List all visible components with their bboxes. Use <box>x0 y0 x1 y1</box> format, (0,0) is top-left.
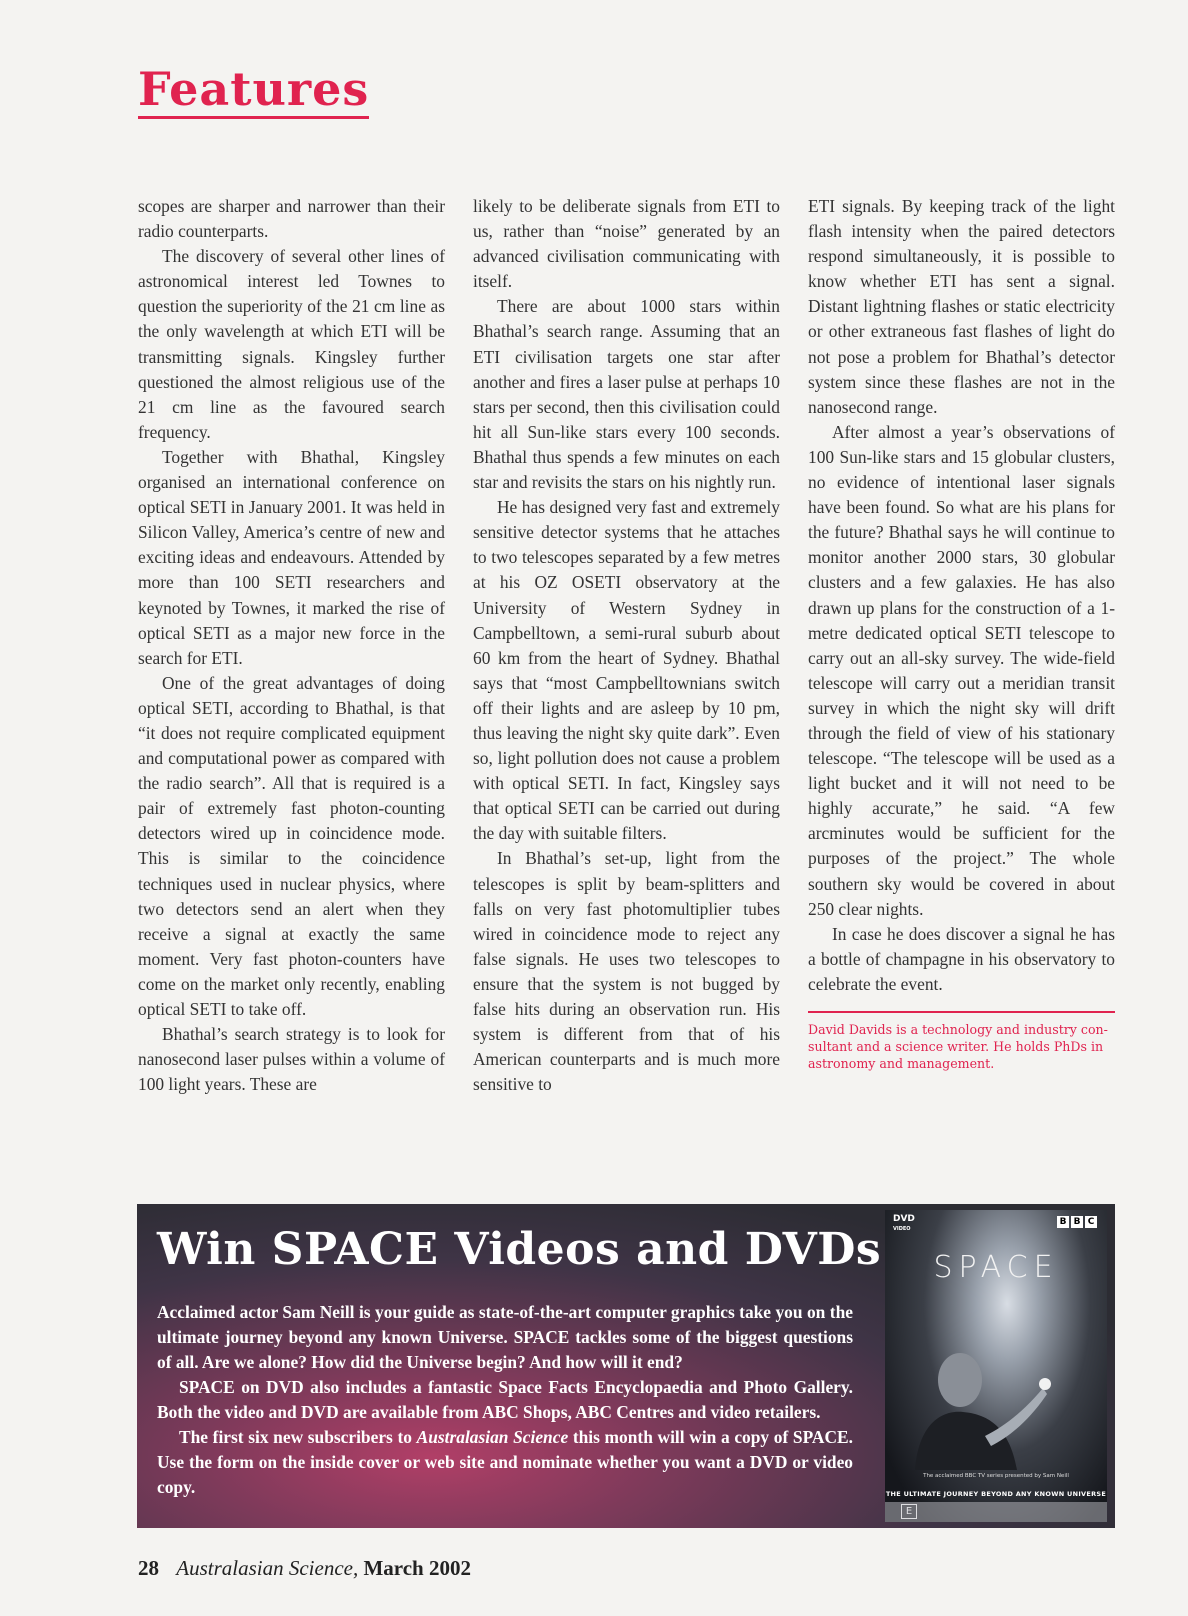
bbc-logo <box>1057 1216 1097 1228</box>
advert-paragraph: SPACE on DVD also includes a fantastic Space Facts Encyclopaedia and Photo Gallery. Both the video and DVD are available from ABC Shops, ABC Centres and video retailers. <box>157 1377 853 1422</box>
paragraph: In case he does discover a signal he has a bottle of champagne in his observatory to celebrate the event. <box>808 923 1115 994</box>
page-number: 28 <box>138 1556 159 1580</box>
article-column-2 <box>473 194 780 1174</box>
section-title: Features <box>138 62 369 119</box>
advert-title: Win SPACE Videos and DVDs <box>157 1224 882 1275</box>
author-bio: David Davids is a technology and industry consultant and a science writer. He holds PhDs in astronomy and management. <box>808 1022 1108 1071</box>
dvd-logo-text: DVD <box>893 1214 915 1224</box>
paragraph: There are about 1000 stars within Bhathal’s search range. Assuming that an ETI civilisation targets one star after another and fires a laser pulse at perhaps 10 stars per second, then this civilisation could hit all Sun-like stars every 100 seconds. Bhathal thus spends a few minutes on each star and revisits the stars on his nightly run. <box>473 296 780 493</box>
advert-text-span: this month will win a copy of SPACE. Use the form on the inside cover or web site and nominate whether you want a DVD or video copy. <box>157 1427 853 1497</box>
dvd-logo-subtext: VIDEO <box>893 1226 911 1232</box>
article-column-3 <box>808 194 1115 1174</box>
dvd-tagline: THE ULTIMATE JOURNEY BEYOND ANY KNOWN UNIVERSE <box>885 1490 1107 1498</box>
author-bio-divider <box>808 1011 1115 1072</box>
article-column-1 <box>138 194 445 1174</box>
paragraph: In Bhathal’s set-up, light from the telescopes is split by beam-splitters and falls on very fast photomultiplier tubes wired in coincidence mode to reject any false signals. He uses two telescopes to ensure that the system is not bugged by false hits during an observation run. His system is different from that of his American counterparts and is much more sensitive to <box>473 848 780 1095</box>
advert-text-span: The first six new subscribers to <box>179 1427 417 1447</box>
star-glow <box>1039 1378 1051 1390</box>
dvd-series-note: The acclaimed BBC TV series presented by Sam Neill <box>923 1473 1069 1479</box>
magazine-name: Australasian Science <box>416 1427 569 1447</box>
advert-text <box>157 1300 853 1500</box>
paragraph: After almost a year’s observations of 100 Sun-like stars and 15 globular clusters, no evidence of intentional laser signals have been found. So what are his plans for the future? Bhathal says he will continue to monitor another 2000 stars, 30 globular clusters and a few galaxies. He has also drawn up plans for the construction of a 1-metre dedicated optical SETI telescope to carry out an all-sky survey. The wide-field telescope will carry out a meridian transit survey in which the night sky will drift through the field of view of his stationary telescope. “The telescope will be used as a light bucket and it will not need to be highly accurate,” he said. “A few arcminutes would be sufficient for the purposes of the project.” The whole southern sky would be covered in about 250 clear nights. <box>808 421 1115 919</box>
dvd-cover-strip <box>885 1502 1107 1522</box>
paragraph: ETI signals. By keeping track of the light flash intensity when the paired detectors respond simultaneously, it is possible to know whether ETI has sent a signal. Distant lightning flashes or static electricity or other extraneous fast flashes of light do not pose a problem for Bhathal’s detector system since these flashes are not in the nanosecond range. <box>808 196 1115 417</box>
advert-paragraph <box>157 1425 853 1500</box>
paragraph: likely to be deliberate signals from ETI to us, rather than “noise” generated by an advanced civilisation communicating with itself. <box>473 196 780 292</box>
presenter-head <box>938 1353 982 1407</box>
dvd-video-logo <box>893 1214 915 1234</box>
presenter-photo <box>905 1340 1055 1470</box>
paragraph: Bhathal’s search strategy is to look for nanosecond laser pulses within a volume of 100 light years. These are <box>138 1024 445 1095</box>
magazine-title: Australasian Science, <box>176 1556 359 1580</box>
paragraph: scopes are sharper and narrower than their radio counterparts. <box>138 196 445 242</box>
presenter-arm <box>985 1388 1047 1446</box>
dvd-cover-image <box>885 1210 1107 1522</box>
page-footer <box>138 1556 471 1581</box>
paragraph: He has designed very fast and extremely sensitive detector systems that he attaches to two telescopes separated by a few metres at his OZ OSETI observatory at the University of Western Sydney in Campbelltown, a semi-rural suburb about 60 km from the heart of Sydney. Bhathal says that “most Campbelltownians switch off their lights and are asleep by 10 pm, thus leaving the night sky quite dark”. Even so, light pollution does not cause a problem with optical SETI. In fact, Kingsley says that optical SETI can be carried out during the day with suitable filters. <box>473 497 780 844</box>
article-body <box>138 194 1116 1174</box>
paragraph: Together with Bhathal, Kingsley organised an international conference on optical SETI in January 2001. It was held in Silicon Valley, America’s centre of new and exciting ideas and endeavours. Attended by more than 100 SETI researchers and keynoted by Townes, it marked the rise of optical SETI as a major new force in the search for ETI. <box>138 446 445 668</box>
bbc-letter: B <box>1057 1216 1069 1228</box>
advert-paragraph: Acclaimed actor Sam Neill is your guide as state-of-the-art computer graphics take you on the ultimate journey beyond any known Universe. SPACE tackles some of the biggest questions of all. Are we alone? How did the Universe begin? And how will it end? <box>157 1302 853 1372</box>
issue-date: March 2002 <box>363 1556 471 1580</box>
paragraph: The discovery of several other lines of astronomical interest led Townes to question the superiority of the 21 cm line as the only wavelength at which ETI will be transmitting signals. Kingsley further questioned the almost religious use of the 21 cm line as the favoured search frequency. <box>138 246 445 442</box>
presenter-body <box>915 1412 1017 1470</box>
competition-advert <box>137 1204 1115 1528</box>
bbc-letter: C <box>1085 1216 1097 1228</box>
paragraph: One of the great advantages of doing optical SETI, according to Bhathal, is that “it does not require complicated equipment and computational power as compared with the radio search”. All that is required is a pair of extremely fast photon-counting detectors wired up in coincidence mode. This is similar to the coincidence techniques used in nuclear physics, where two detectors send an alert when they receive a signal at exactly the same moment. Very fast photon-counters have come on the market only recently, enabling optical SETI to take off. <box>138 672 445 1019</box>
dvd-cover-title: SPACE <box>933 1250 1059 1285</box>
bbc-letter: B <box>1071 1216 1083 1228</box>
